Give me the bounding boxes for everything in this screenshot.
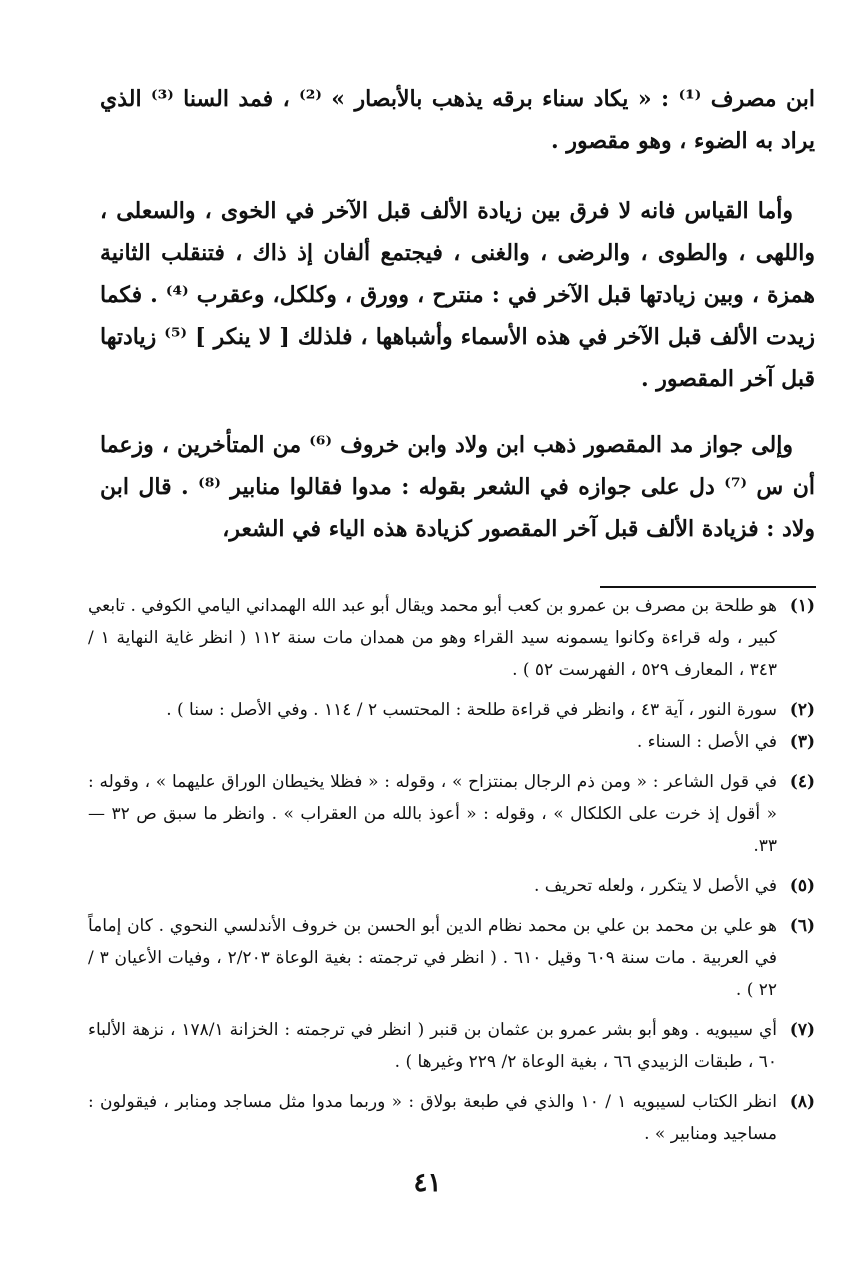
footnote-number: (٢): [789, 700, 815, 720]
footnote-number: (٥): [789, 876, 815, 896]
footnote-2: [88, 694, 815, 726]
footnote-7: [88, 1014, 815, 1078]
footnote-4: [88, 766, 815, 862]
footnote-8: [88, 1086, 815, 1150]
footnote-text: في الأصل لا يتكرر ، ولعله تحريف .: [533, 876, 777, 896]
footnote-separator: [600, 586, 816, 588]
footnote-text: في الأصل : السناء .: [636, 732, 777, 752]
footnote-6: [88, 910, 815, 1006]
footnote-text: في قول الشاعر : « ومن ذم الرجال بمنتزاح » ، وقوله : « فظلا يخيطان الوراق عليهما » ، وقوله : « أقول إذ خرت على الكلكال » ، وقوله : « أعوذ بالله من العقراب » . وانظر ما سبق ص ٣٢ — ٣٣.: [88, 772, 777, 856]
body-paragraph-1: ابن مصرف ⁽¹⁾ : « يكاد سناء برقه يذهب بالأبصار » ⁽²⁾ ، فمد السنا ⁽³⁾ الذي يراد به الضوء ، وهو مقصور .: [100, 86, 815, 154]
footnote-5: [88, 870, 815, 902]
footnote-text: انظر الكتاب لسيبويه ١ / ١٠ والذي في طبعة بولاق : « وربما مدوا مثل مساجد ومنابر ، فيقولون : مساجيد ومنابير » .: [88, 1092, 777, 1144]
footnote-number: (٨): [789, 1092, 815, 1112]
footnote-text: هو علي بن محمد بن علي بن محمد نظام الدين أبو الحسن بن خروف الأندلسي النحوي . كان إماماً في العربية . مات سنة ٦٠٩ وقيل ٦١٠ . ( انظر في ترجمته : بغية الوعاة ٢/٢٠٣ ، وفيات الأعيان ٣ / ٢٢ ) .: [88, 916, 778, 1000]
body-paragraph-3: وإلى جواز مد المقصور ذهب ابن ولاد وابن خروف ⁽⁶⁾ من المتأخرين ، وزعما أن س ⁽⁷⁾ دل على جوازه في الشعر بقوله : مدوا فقالوا منابير ⁽⁸⁾ . قال ابن ولاد : فزيادة الألف قبل آخر المقصور كزيادة هذه الياء في الشعر،: [100, 432, 815, 542]
footnote-number: (٧): [789, 1020, 815, 1040]
page-number: ٤١: [413, 1168, 442, 1198]
main-text: [100, 78, 815, 550]
footnote-number: (٣): [789, 732, 815, 752]
body-paragraph-2: وأما القياس فانه لا فرق بين زيادة الألف قبل الآخر في الخوى ، والسعلى ، واللهى ، والطوى ، والرضى ، والغنى ، فيجتمع ألفان إذ ذاك ، فتنقلب الثانية همزة ، وبين زيادتها قبل الآخر في : منترح ، وورق ، وكلكل، وعقرب ⁽⁴⁾ . فكما زيدت الألف قبل الآخر في هذه الأسماء وأشباهها ، فلذلك [ لا ينكر ] ⁽⁵⁾ زيادتها قبل آخر المقصور .: [100, 198, 815, 392]
footnote-text: هو طلحة بن مصرف بن عمرو بن كعب أبو محمد ويقال أبو عبد الله الهمداني اليامي الكوفي . تابعي كبير ، وله قراءة وكانوا يسمونه سيد القراء وهو من همدان مات سنة ١١٢ ( انظر غاية النهاية ١ / ٣٤٣ ، المعارف ٥٢٩ ، الفهرست ٥٢ ) .: [88, 596, 777, 680]
footnote-number: (٦): [789, 916, 815, 936]
footnote-number: (٤): [789, 772, 815, 792]
footnote-number: (١): [789, 596, 815, 616]
footnote-text: سورة النور ، آية ٤٣ ، وانظر في قراءة طلحة : المحتسب ٢ / ١١٤ . وفي الأصل : سنا ) .: [166, 700, 777, 720]
footnote-1: [88, 590, 815, 686]
footnote-3: [88, 726, 815, 758]
footnote-text: أي سيبويه . وهو أبو بشر عمرو بن عثمان بن قنبر ( انظر في ترجمته : الخزانة ١٧٨/١ ، نزهة الألباء ٦٠ ، طبقات الزبيدي ٦٦ ، بغية الوعاة ٢/ ٢٢٩ وغيرها ) .: [88, 1020, 777, 1072]
footnotes: [88, 590, 815, 1158]
